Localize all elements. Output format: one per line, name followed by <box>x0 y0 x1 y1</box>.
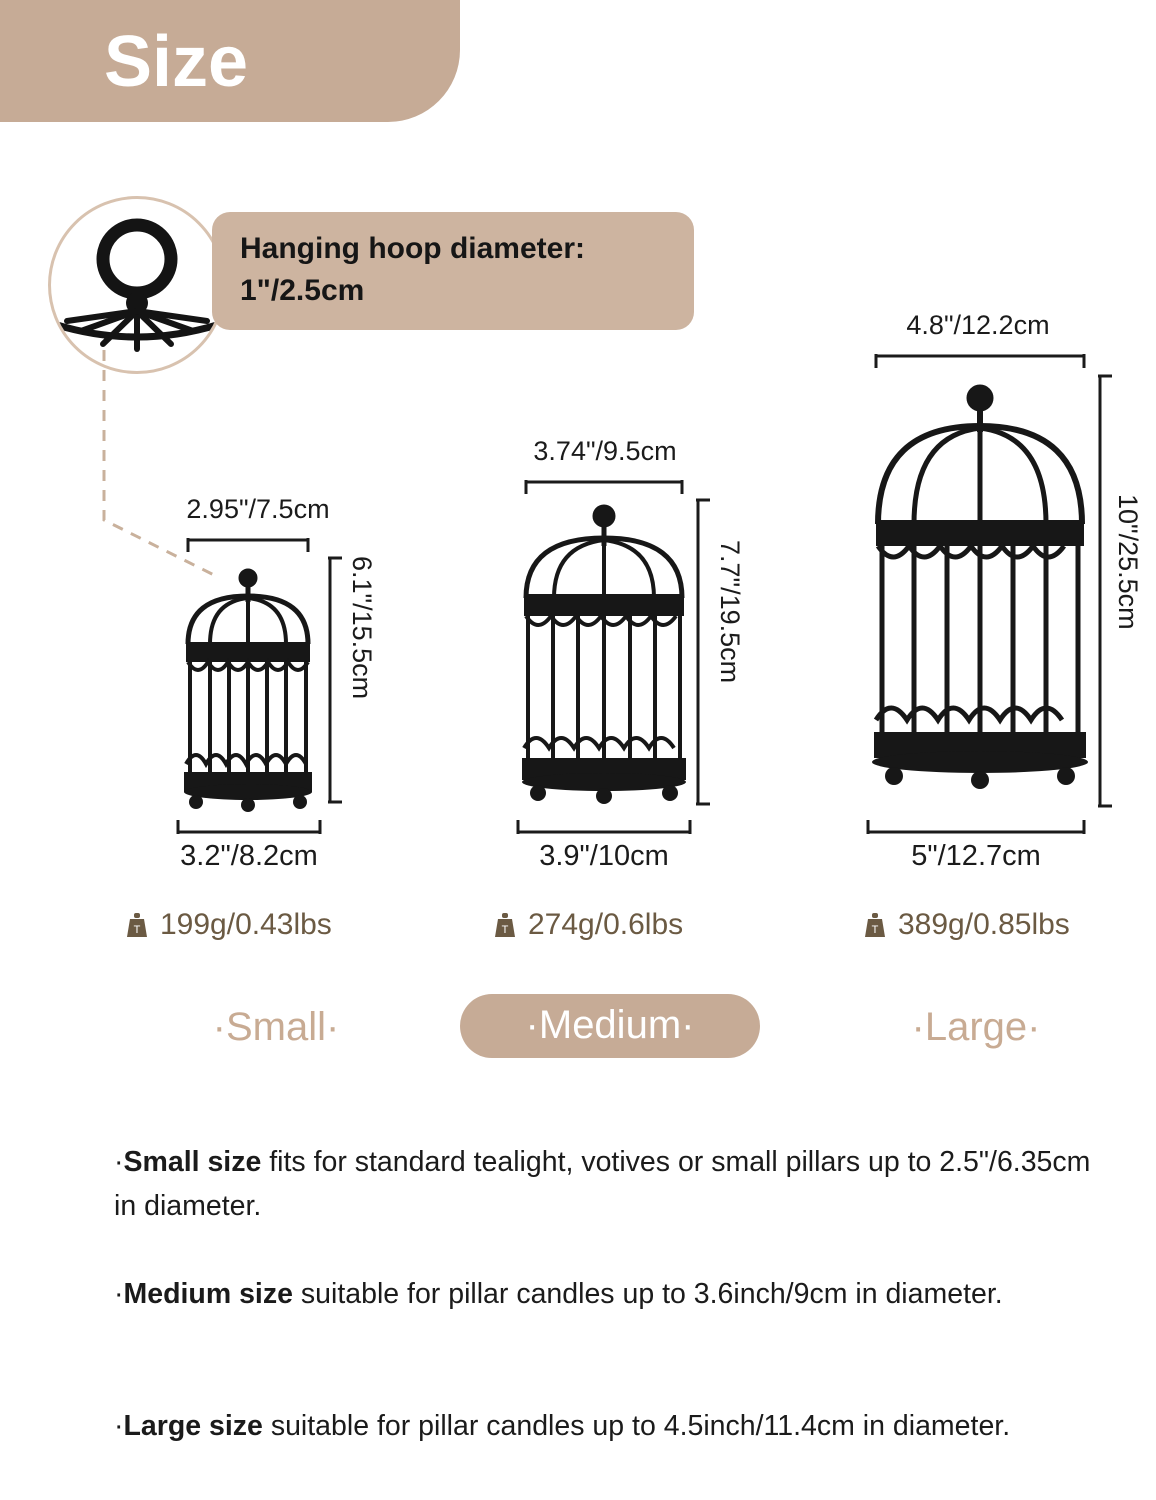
description-small <box>114 1140 1120 1228</box>
page-title: Size <box>104 22 249 102</box>
birdcage-large-illustration <box>852 372 1108 816</box>
description-medium-strong: Medium size <box>123 1278 293 1310</box>
hanging-hoop-label <box>212 212 694 330</box>
medium-side-dimension: 7.7"/19.5cm <box>715 540 745 684</box>
description-large-rest: suitable for pillar candles up to 4.5inch/11.4cm in diameter. <box>262 1410 1011 1442</box>
medium-bottom-dimension: 3.9"/10cm <box>539 840 669 872</box>
small-weight-text: 199g/0.43lbs <box>160 908 332 941</box>
description-small-strong: Small size <box>123 1146 262 1178</box>
large-top-dimension: 4.8"/12.2cm <box>906 310 1050 340</box>
medium-side-dimension-bar <box>694 498 712 806</box>
large-bottom-dimension-bar <box>866 818 1086 836</box>
medium-weight-row <box>492 908 683 942</box>
hoop-label-line2: 1"/2.5cm <box>240 274 365 307</box>
size-header-banner <box>0 0 460 122</box>
birdcage-small-illustration <box>170 558 326 820</box>
small-side-dimension-bar <box>326 556 344 804</box>
svg-text:T: T <box>133 924 141 936</box>
description-large <box>114 1404 1120 1448</box>
large-top-dimension-bar <box>874 352 1086 370</box>
description-medium <box>114 1272 1120 1316</box>
weight-icon <box>492 911 518 939</box>
size-label-small[interactable]: ·Small· <box>212 1005 340 1049</box>
small-bottom-dimension: 3.2"/8.2cm <box>180 840 318 872</box>
description-medium-bullet: · <box>114 1278 124 1310</box>
large-weight-text: 389g/0.85lbs <box>898 908 1070 941</box>
small-bottom-dimension-bar <box>176 818 322 836</box>
description-large-strong: Large size <box>123 1410 263 1442</box>
small-side-dimension: 6.1"/15.5cm <box>347 556 377 700</box>
small-top-dimension-bar <box>186 536 310 554</box>
medium-weight-text: 274g/0.6lbs <box>528 908 684 941</box>
weight-icon <box>862 911 888 939</box>
weight-icon <box>124 911 150 939</box>
birdcage-medium-illustration <box>504 494 704 814</box>
medium-top-dimension: 3.74"/9.5cm <box>533 436 677 466</box>
large-weight-row <box>862 908 1070 942</box>
description-small-rest: fits for standard tealight, votives or small pillars up to 2.5"/6.35cm in diameter. <box>114 1146 1091 1222</box>
svg-text:T: T <box>501 924 509 936</box>
small-top-dimension: 2.95"/7.5cm <box>186 494 330 524</box>
size-label-medium[interactable]: ·Medium· <box>460 994 760 1058</box>
small-weight-row <box>124 908 332 942</box>
svg-text:T: T <box>871 924 879 936</box>
large-bottom-dimension: 5"/12.7cm <box>911 840 1041 872</box>
description-medium-rest: suitable for pillar candles up to 3.6inch/9cm in diameter. <box>292 1278 1003 1310</box>
size-label-large[interactable]: ·Large· <box>911 1005 1041 1049</box>
description-small-bullet: · <box>114 1146 124 1178</box>
hoop-label-line1: Hanging hoop diameter: <box>240 232 585 265</box>
description-large-bullet: · <box>114 1410 124 1442</box>
medium-bottom-dimension-bar <box>516 818 692 836</box>
large-side-dimension: 10"/25.5cm <box>1113 494 1143 630</box>
